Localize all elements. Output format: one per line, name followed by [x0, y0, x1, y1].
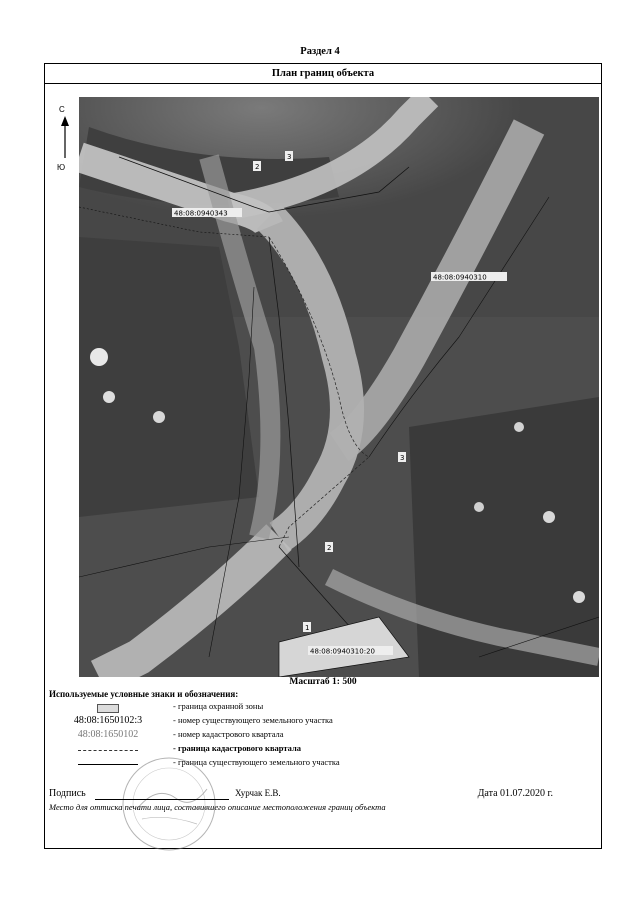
legend-text: - граница охранной зоны [173, 701, 264, 711]
map-point-label: 3 [400, 454, 405, 462]
legend-text: - граница кадастрового квартала [173, 743, 302, 753]
north-arrow [55, 104, 75, 174]
quarter-boundary-symbol [78, 750, 138, 751]
map-point-label: 1 [305, 624, 310, 632]
legend-text: - номер существующего земельного участка [173, 715, 333, 725]
map-point-label: 3 [287, 153, 292, 161]
protection-zone-symbol [97, 704, 119, 713]
parcel-number-sample: 48:08:1650102:3 [73, 715, 143, 726]
north-label: С [59, 105, 65, 114]
frame-header: План границ объекта [45, 64, 601, 84]
document-frame [44, 63, 602, 849]
map-label-quarter-0940343: 48:08:0940343 [174, 209, 228, 218]
section-title: Раздел 4 [300, 46, 340, 57]
legend-text: - номер кадастрового квартала [173, 729, 284, 739]
legend-text: - граница существующего земельного участка [173, 757, 340, 767]
map-point-label: 2 [327, 544, 332, 552]
signature-row [49, 788, 597, 802]
map-label-parcel: 48:08:0940310:20 [310, 647, 375, 656]
stamp-note: Место для оттиска печати лица, составившего описание местоположения границ объекта [49, 802, 386, 812]
quarter-number-sample: 48:08:1650102 [77, 729, 139, 740]
signature-date: Дата 01.07.2020 г. [477, 788, 553, 799]
south-label: Ю [57, 163, 66, 172]
legend-title: Используемые условные знаки и обозначения: [49, 689, 239, 699]
map-label-quarter-0940310: 48:08:0940310 [433, 273, 487, 282]
signature-line [95, 799, 229, 800]
signer-name: Хурчак Е.В. [235, 788, 281, 798]
map-point-label: 2 [255, 163, 260, 171]
aerial-map [79, 97, 599, 677]
map-scale: Масштаб 1: 500 [289, 677, 357, 687]
signature-label: Подпись [49, 788, 86, 799]
